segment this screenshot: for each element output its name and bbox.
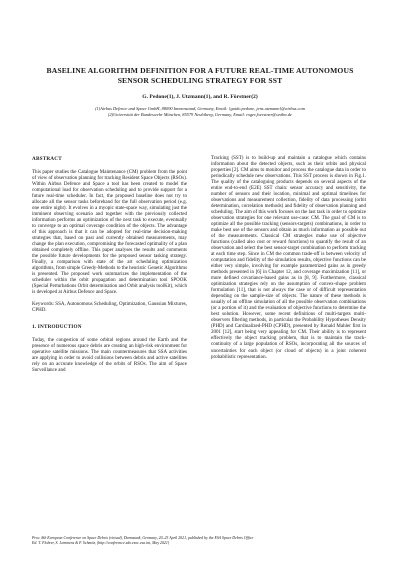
abstract-heading: ABSTRACT xyxy=(32,156,62,162)
right-column xyxy=(211,156,366,361)
conference-footnote xyxy=(32,536,368,546)
introduction-heading: 1. INTRODUCTION xyxy=(32,324,82,331)
left-column xyxy=(32,156,187,374)
author-list: G. Pedone(1), J. Utzmann(1), and R. Förstner(2) xyxy=(142,94,258,100)
affiliations xyxy=(30,106,370,118)
paper-title xyxy=(40,66,360,86)
title-line-1: BASELINE ALGORITHM DEFINITION FOR A FUTURE REAL-TIME AUTONOMOUS xyxy=(46,66,354,75)
footnote-line-2: Ed. T. Flohrer, S. Lemmens & F. Schmitz, (http://conference.sdo.esoc.esa.int, May 2021) xyxy=(32,541,170,545)
affiliation-1: (1)Airbus Defence and Space GmbH, 88090 Immenstaad, Germany, Email: {guido.pedone, jens.utzmann}@airbus.com xyxy=(95,106,305,111)
keywords: Keywords: SSA, Autonomous Scheduling, Optimization, Gaussian Mixtures, CPHD. xyxy=(32,302,187,314)
affiliation-2: (2)Universität der Bundeswehr München, 85579 Neubiberg, Germany, Email: roger.foerstner@unibw.de xyxy=(108,112,292,117)
footnote-line-1: Proc. 8th European Conference on Space Debris (virtual), Darmstadt, Germany, 20–23 April 2021, published by the ESA Space Debris Office xyxy=(32,536,254,540)
introduction-text: Today, the congestion of some orbital regions around the Earth and the presence of numerous space debris are creating an high-risk environment for operative satellite missions. The main countermeasures that SSA activities are applying in order to avoid collisions between debris and active satellites rely on an accurate knowledge of the orbits of RSOs. The aim of Space Surveillance and xyxy=(32,338,187,374)
abstract-text: This paper studies the Catalogue Maintenance (CM) problem from the point of view of observation planning for tracking Resident Space Objects (RSOs). Within Airbus Defence and Space a tool has been created to model the computational load for observation scheduling and to provide support for a future real-time scheduler. In fact, the proposed baseline does not try to allocate all the sensor tasks beforehand for the full observation period (e.g. one entire night). It evolves in a myopic state-space way, simulating just the imminent observing scenario and together with the previously collected information performs an optimization of the next task to execute, eventually to converge to an optimal coverage condition of the objects. The advantage of this approach is that it can be adopted for real-time decision-making strategies that, based on past and currently obtained measurements, may change the plan execution, compromising the forecasted optimality of a plan obtained completely offline. This paper analyses the results and comments the possible future developments for the proposed sensor tasking strategy. Finally, a comparison with state of the art scheduling optimization algorithms, from simple Greedy-Methods to the heuristic Genetic Algorithms is presented. The proposed work summarizes the implementation of the scheduler within the orbit propagation and determination tool SPOOK (Special Perturbations Orbit determination and Orbit analysis toolKit), which is developed at Airbus Defence and Space. xyxy=(32,170,187,296)
introduction-continued: Tracking (SST) is to build-up and maintain a catalogue which contains information about the detected objects, such as their orbits and physical properties [2]. CM aims to monitor and process the catalogue data in order to periodically schedule new observations. This SST process is shown in Fig.1. The quality of the cataloguing products depends on several aspects of the entire end-to-end (E2E) SST chain: sensor accuracy and sensitivity, the number of sensors and their location, minimal and optimal timelines for observations and measurement collection, fidelity of data processing (orbit determination, correlation methods) and fidelity of observation planning and scheduling. The aim of this work focuses on the last task in order to optimize observation strategies for one relevant use-case: CM. The goal of CM is to optimize all the possible tracking (sensors-targets) combinations, in order to make best use of the sensors and obtain as much information as possible out of the measurements. Classical CM strategies make use of objective functions (called also cost or reward functions) to quantify the result of an observation and select the best sensor-target combination to perform tracking at each time step. Since in CM the common trade-off is between velocity of computation and fidelity of the simulation results, objective functions can be either very simple, involving for example parametrized gains as in greedy methods presented in [6] in Chapter 12, and coverage maximization [11], or more defined covariance-based gains as in [8, 9]. Furthermore, classical optimization strategies rely on the assumption of convex-shape problem formulation [11], that is not always the case or of difficult representation depending on the sample-size of objects. The nature of these methods is usually of an offline simulation of all the possible observation combinations (or a portion of it) and the evaluation of objective functions to determine the best solution. However, some recent definitions of multi-targets multi-observers filtering methods, in particular the Probability Hypotheses Density (PHD) and Cardinalized-PHD (CPHD), presented by Ronald Mahler first in 2001 [12], start being very appealing for CM. Their ability is to represent effectively the object tracking problem, that is to maintain the track-continuity of a large population of RSOs, incorporating all the sources of uncertainties for each object (or cloud of objects) in a joint coherent probabilistic representation. xyxy=(211,156,366,360)
title-line-2: SENSOR SCHEDULING STRATEGY FOR SST xyxy=(117,76,283,85)
